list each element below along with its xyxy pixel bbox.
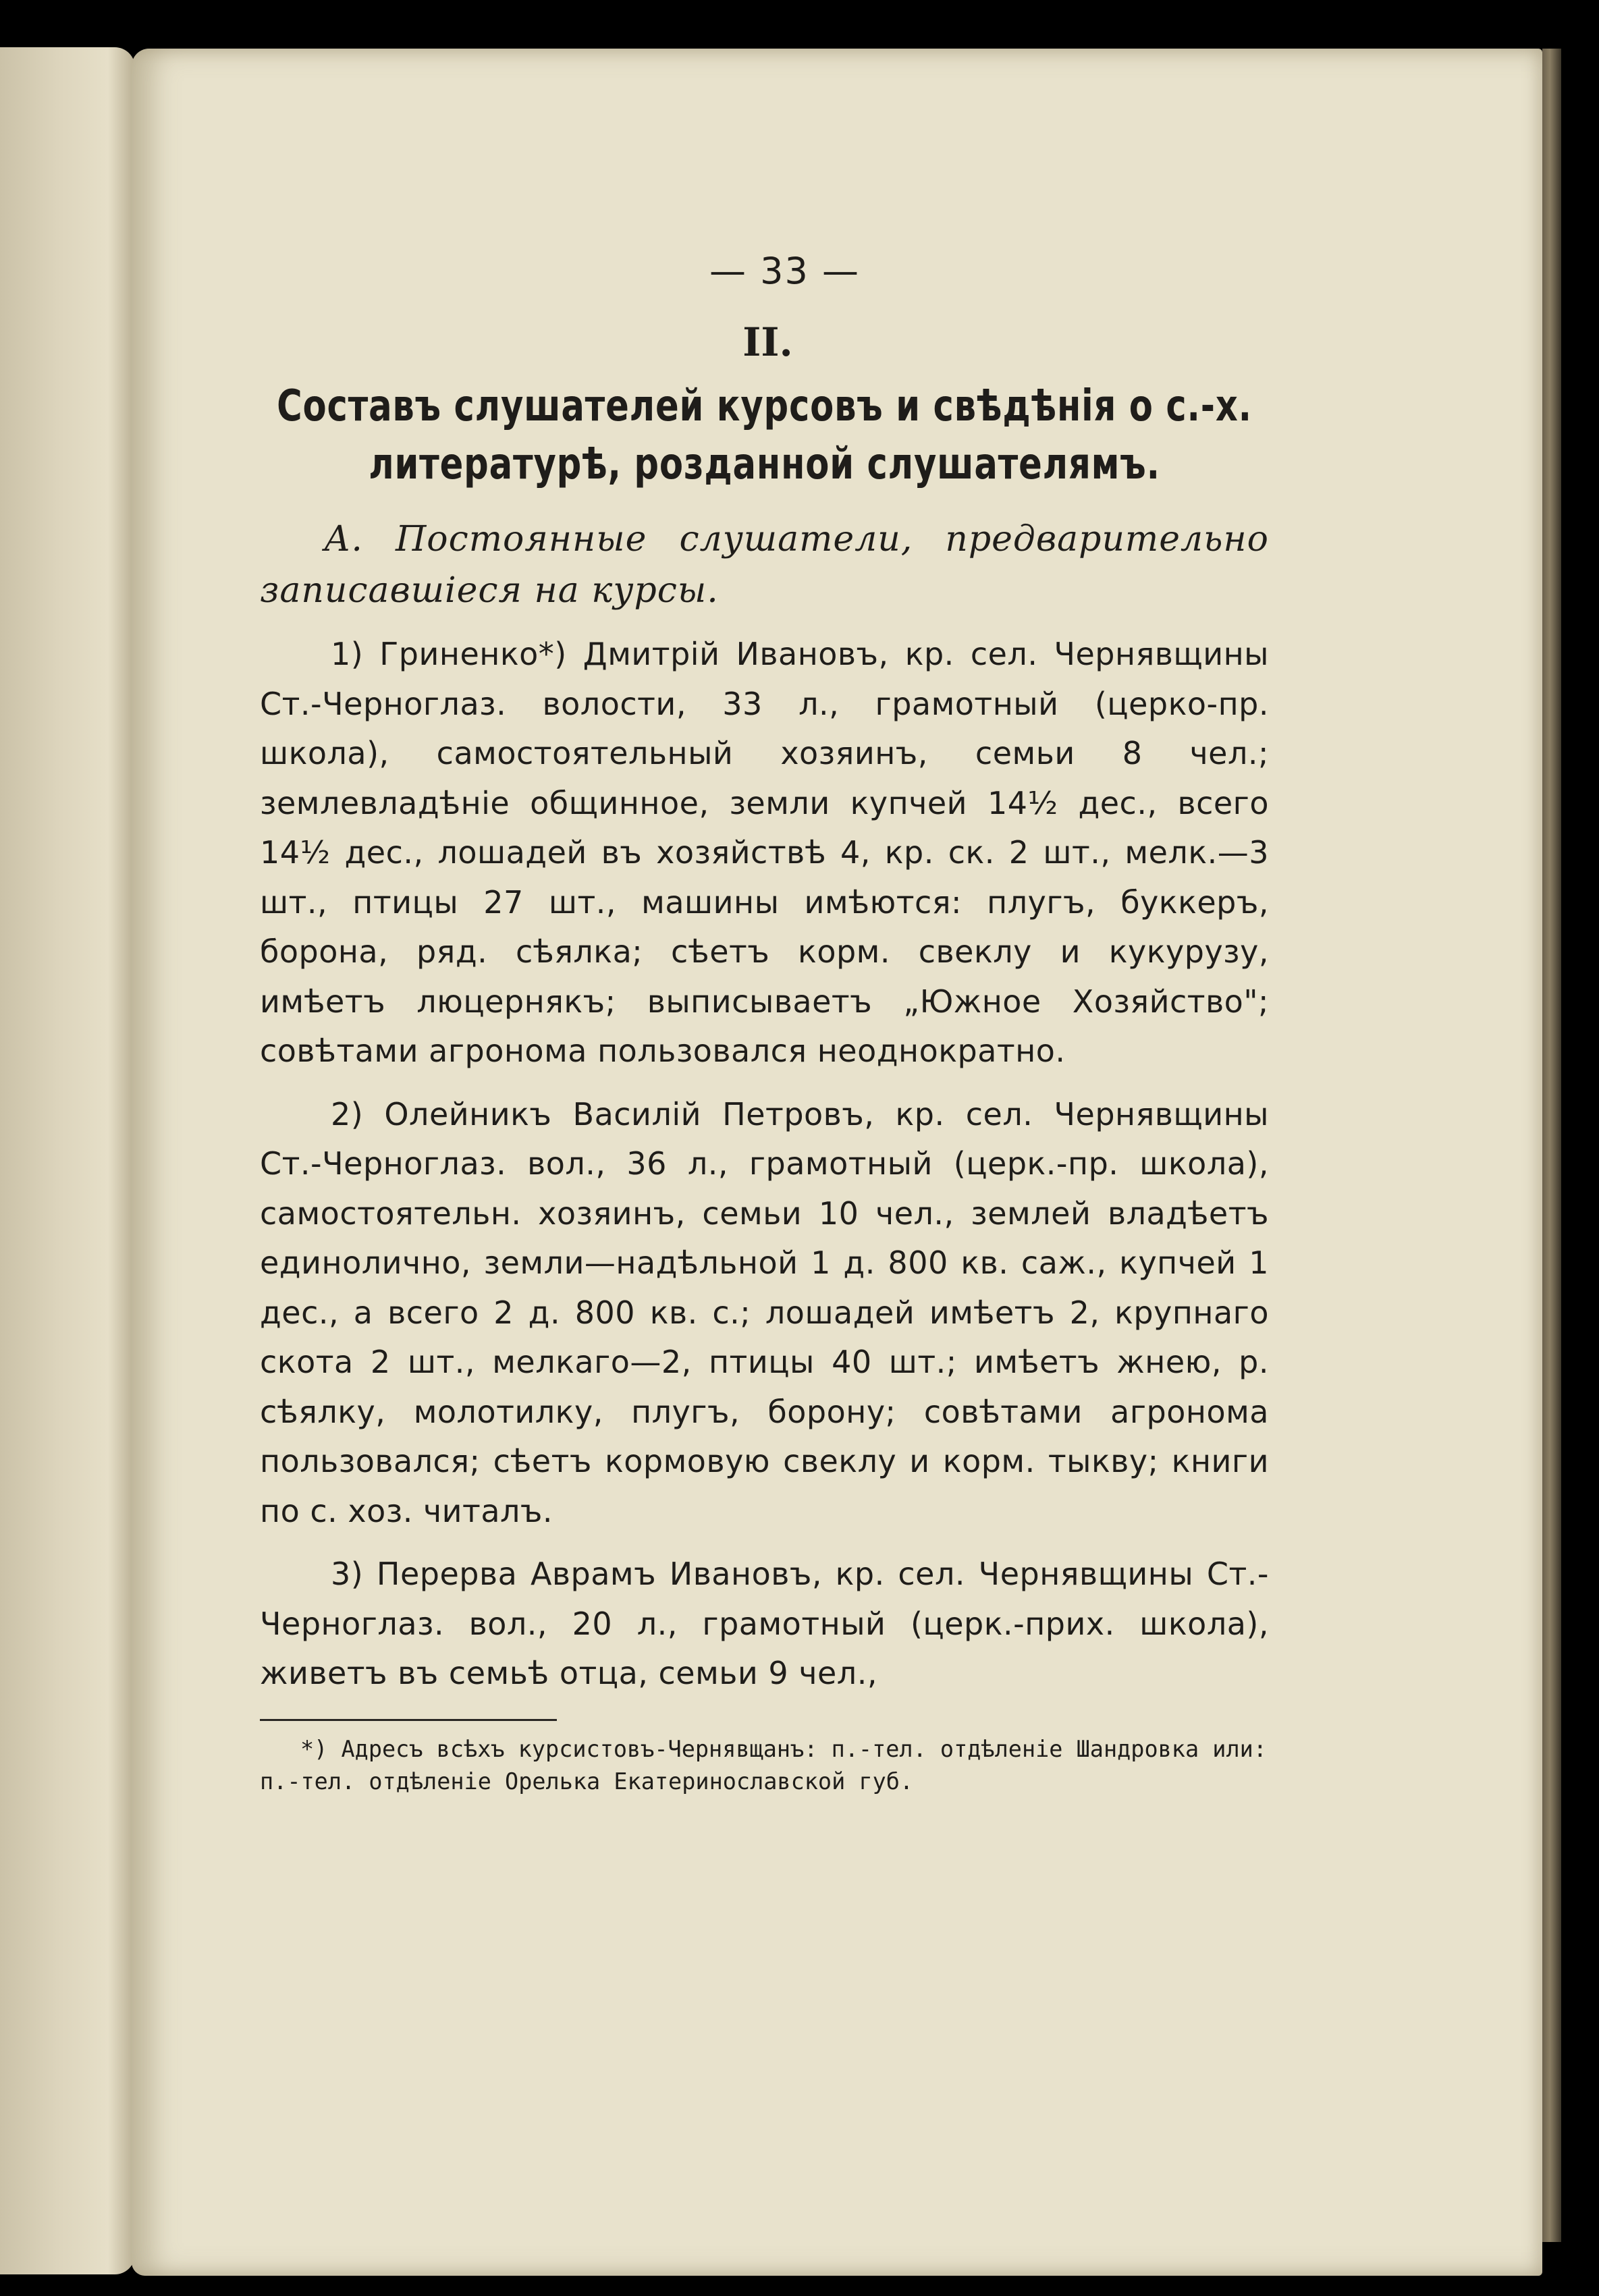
page-stack-edge: [1542, 49, 1561, 2242]
subsection-heading: А. Постоянные слушатели, предварительно записавшіеся на курсы.: [260, 519, 1269, 611]
entry-1: 1) Гриненко*) Дмитрій Ивановъ, кр. сел. Чернявщины Ст.-Черноглаз. волости, 33 л., грамотный (церко-пр. школа), самостоятельный хозяинъ, семьи 8 чел.; землевладѣніе общинное, земли купчей 14½ дес., всего 14½ дес., лошадей въ хозяйствѣ 4, кр. ск. 2 шт., мелк.—3 шт., птицы 27 шт., машины имѣются: плугъ, буккеръ, борона, ряд. сѣялка; сѣетъ корм. свеклу и кукурузу, имѣетъ люцернякъ; выписываетъ „Южное Хозяйство"; совѣтами агронома пользовался неоднократно.: [260, 636, 1269, 1069]
page-number: — 33 —: [709, 250, 861, 292]
page-content: [260, 250, 1269, 1798]
entry-3: 3) Перерва Аврамъ Ивановъ, кр. сел. Чернявщины Ст.-Черноглаз. вол., 20 л., грамотный (церк.-прих. школа), живетъ въ семьѣ отца, семьи 9 чел.,: [260, 1556, 1269, 1691]
section-heading: Составъ слушателей курсовъ и свѣдѣнія о с.-х. литературѣ, розданной слушателямъ.: [277, 381, 1252, 489]
footnote-rule: [260, 1719, 557, 1721]
facing-page-edge: [0, 47, 135, 2274]
section-numeral: II.: [742, 319, 793, 365]
entry-2: 2) Олейникъ Василій Петровъ, кр. сел. Чернявщины Ст.-Черноглаз. вол., 36 л., грамотный (церк.-пр. школа), самостоятельн. хозяинъ, семьи 10 чел., землей владѣетъ единолично, земли—надѣльной 1 д. 800 кв. саж., купчей 1 дес., а всего 2 д. 800 кв. с.; лошадей имѣетъ 2, крупнаго скота 2 шт., мелкаго—2, птицы 40 шт.; имѣетъ жнею, р. сѣялку, молотилку, плугъ, борону; совѣтами агронома пользовался; сѣетъ кормовую свеклу и корм. тыкву; книги по с. хоз. читалъ.: [260, 1095, 1269, 1529]
footnote: *) Адресъ всѣхъ курсистовъ-Чернявщанъ: п.-тел. отдѣленіе Шандровка или: п.-тел. отдѣленіе Орелька Екатеринославской губ.: [260, 1735, 1267, 1795]
